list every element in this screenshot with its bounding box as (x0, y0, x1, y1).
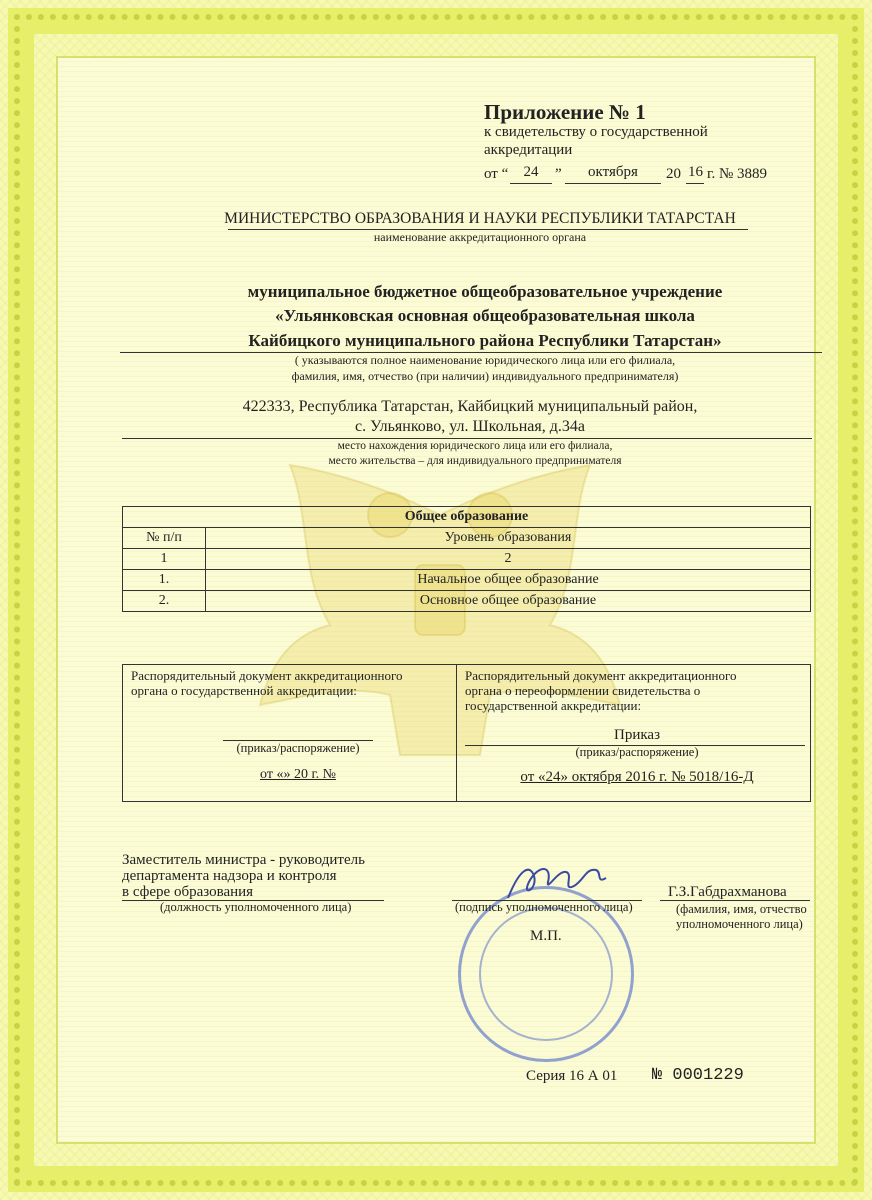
signer-position-line3: в сфере образования (122, 884, 254, 900)
appendix-title: Приложение № 1 (484, 100, 646, 124)
handwritten-signature-icon (500, 858, 610, 906)
date-day: 24 (523, 164, 539, 180)
date-year-prefix: 20 (666, 166, 681, 182)
table-title: Общее образование (123, 507, 811, 528)
address-line2: с. Ульянково, ул. Школьная, д.34а (355, 418, 585, 435)
date-month: октября (588, 164, 638, 180)
stamp-place-label: М.П. (530, 928, 562, 944)
organization-line2: «Ульянковская основная общеобразовательная школа (275, 306, 695, 325)
right-doc-caption: (приказ/распоряжение) (575, 745, 699, 759)
education-levels-table (122, 506, 811, 612)
right-doc-title-line3: государственной аккредитации: (465, 698, 642, 713)
date-quote-close: ” (555, 166, 562, 182)
accreditation-decree-cell (123, 665, 457, 802)
left-doc-caption: (приказ/распоряжение) (236, 741, 360, 755)
series-label: Серия 16 А 01 (526, 1068, 618, 1084)
table-cell: 2. (123, 591, 206, 612)
signature-caption: (подпись уполномоченного лица) (455, 900, 633, 914)
position-caption: (должность уполномоченного лица) (160, 900, 352, 914)
ministry-caption: наименование аккредитационного органа (373, 230, 587, 244)
form-number: № 0001229 (652, 1066, 744, 1085)
column-header-level: Уровень образования (206, 528, 811, 549)
signer-position-line1: Заместитель министра - руководитель (122, 852, 365, 868)
left-doc-date: от «» 20 г. № (260, 767, 336, 782)
day-underline (510, 183, 552, 184)
appendix-subtitle-line2: аккредитации (484, 142, 573, 158)
right-order-type: Приказ (613, 727, 660, 743)
date-year-suffix: 16 (688, 164, 703, 180)
name-underline (660, 900, 810, 901)
organization-caption1: ( указываются полное наименование юридического лица или его филиала, (294, 353, 676, 367)
organization-line1: муниципальное бюджетное общеобразовательное учреждение (247, 282, 723, 301)
table-row (123, 549, 811, 570)
table-row (123, 591, 811, 612)
name-caption1: (фамилия, имя, отчество (676, 902, 807, 916)
right-doc-title-line2: органа о переоформлении свидетельства о (465, 683, 701, 698)
table-cell: Основное общее образование (206, 591, 811, 612)
signer-position-line2: департамента надзора и контроля (122, 868, 337, 884)
left-doc-title-line2: органа о государственной аккредитации: (131, 683, 357, 698)
organization-line3: Кайбицкого муниципального района Республики Татарстан» (248, 331, 722, 350)
table-row (123, 570, 811, 591)
left-doc-title-line1: Распорядительный документ аккредитационного (131, 668, 403, 683)
table-title-row (123, 507, 811, 528)
year-underline (686, 183, 704, 184)
table-cell: 1 (123, 549, 206, 570)
table-cell: 1. (123, 570, 206, 591)
certificate-number: г. № 3889 (707, 166, 768, 182)
signer-name: Г.З.Габдрахманова (668, 884, 787, 900)
month-underline (565, 183, 661, 184)
address-caption2: место жительства – для индивидуального предпринимателя (328, 455, 622, 467)
organization-caption2: фамилия, имя, отчество (при наличии) индивидуального предпринимателя) (291, 369, 679, 383)
table-cell: Начальное общее образование (206, 570, 811, 591)
address-caption1: место нахождения юридического лица или его филиала, (337, 440, 613, 452)
appendix-subtitle-line1: к свидетельству о государственной (484, 124, 708, 140)
right-doc-title-line1: Распорядительный документ аккредитационного (465, 668, 737, 683)
ministry-name: МИНИСТЕРСТВО ОБРАЗОВАНИЯ И НАУКИ РЕСПУБЛИКИ ТАТАРСТАН (224, 210, 736, 227)
address-line1: 422333, Республика Татарстан, Кайбицкий муниципальный район, (242, 398, 698, 415)
decree-documents-table (122, 664, 811, 802)
name-caption2: уполномоченного лица) (676, 917, 803, 931)
right-doc-date: от «24» октября 2016 г. № 5018/16-Д (520, 769, 754, 785)
column-header-number: № п/п (123, 528, 206, 549)
date-prefix: от “ (484, 166, 509, 182)
address-underline (122, 438, 812, 439)
reissue-decree-cell (457, 665, 811, 802)
table-header-row (123, 528, 811, 549)
table-cell: 2 (206, 549, 811, 570)
